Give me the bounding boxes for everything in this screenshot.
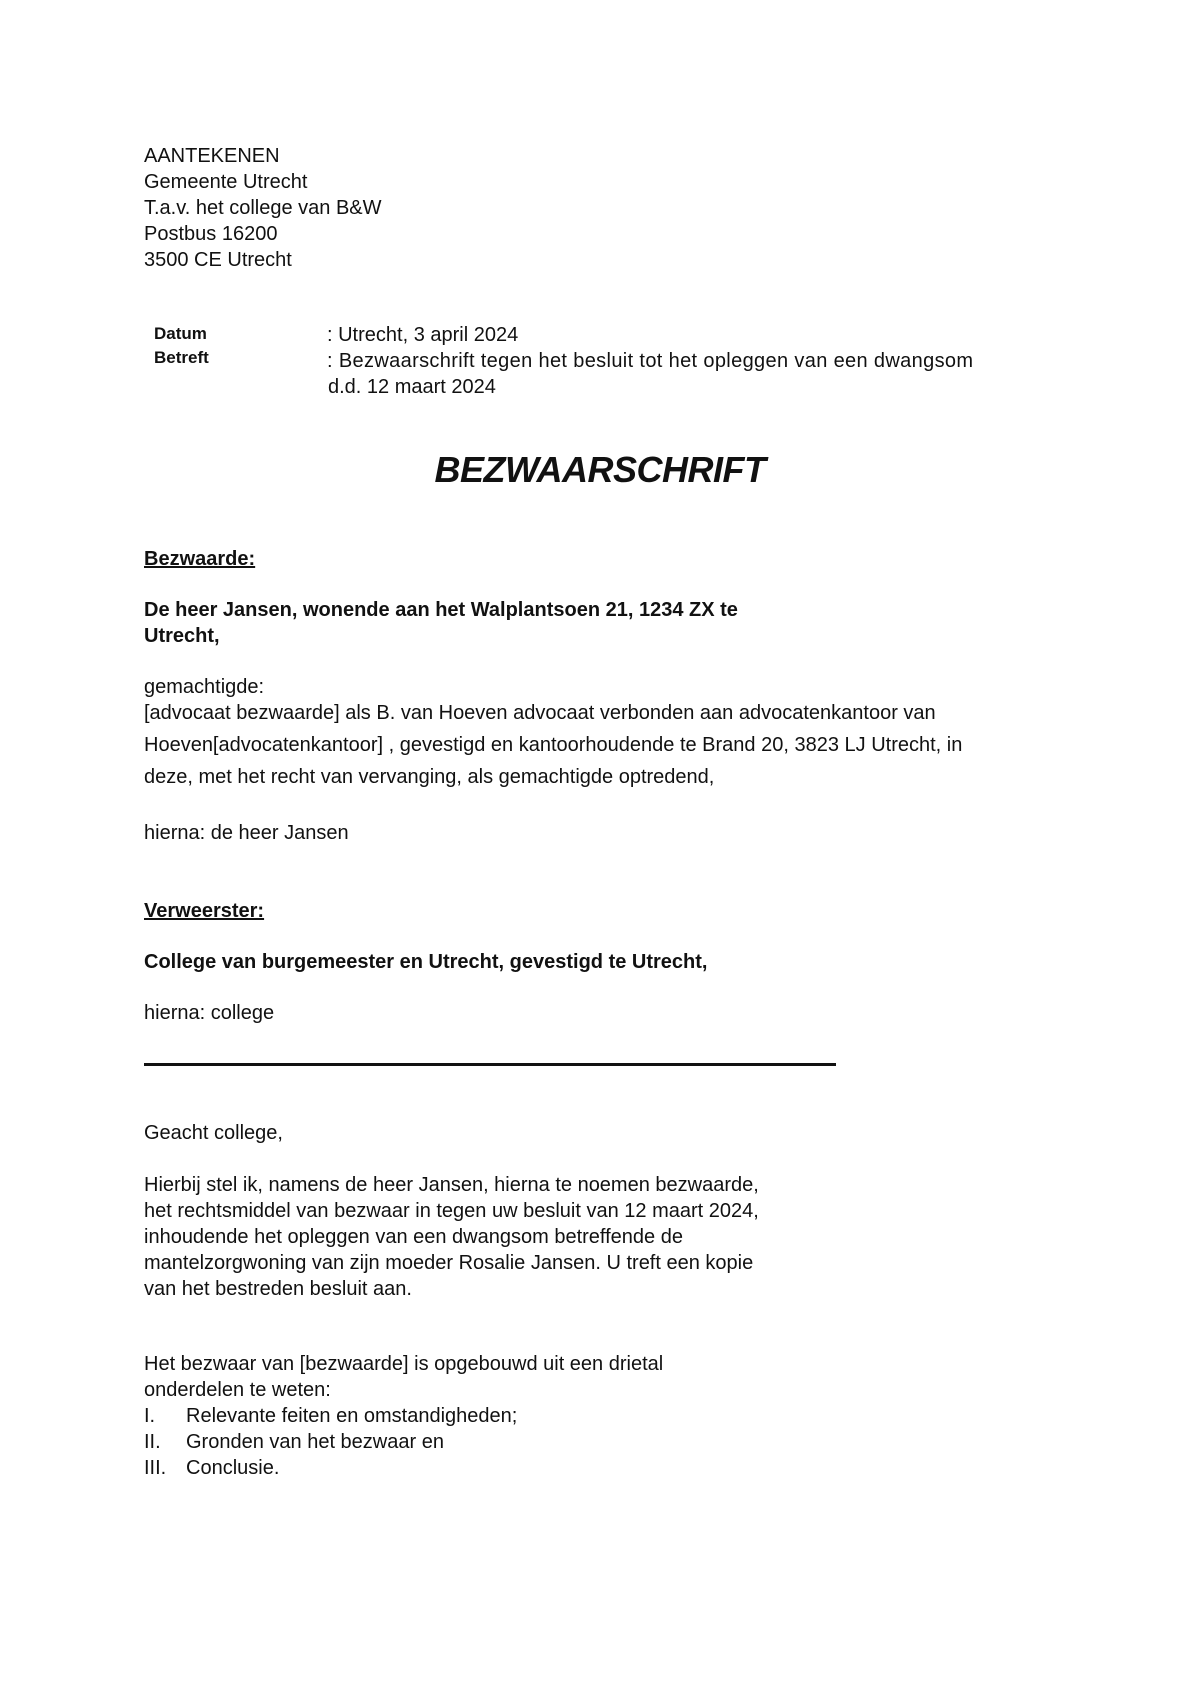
recipient-address bbox=[144, 143, 382, 273]
address-line: AANTEKENEN bbox=[144, 145, 280, 167]
list-number: II. bbox=[144, 1431, 161, 1453]
betreft-value-line1: : Bezwaarschrift tegen het besluit tot het opleggen van een dwangsom bbox=[327, 350, 974, 372]
salutation: Geacht college, bbox=[144, 1122, 283, 1144]
list-text: Conclusie. bbox=[186, 1457, 280, 1479]
gemachtigde-line: [advocaat bezwaarde] als B. van Hoeven advocaat verbonden aan advocatenkantoor van bbox=[144, 702, 936, 724]
paragraph-line: Het bezwaar van [bezwaarde] is opgebouwd uit een drietal bbox=[144, 1353, 664, 1375]
address-line: 3500 CE Utrecht bbox=[144, 249, 292, 271]
list-item bbox=[144, 1429, 517, 1455]
list-item bbox=[144, 1403, 517, 1429]
address-line: Gemeente Utrecht bbox=[144, 171, 308, 193]
bezwaarde-name-line: Utrecht, bbox=[144, 625, 220, 647]
gemachtigde-line: deze, met het recht van vervanging, als gemachtigde optredend, bbox=[144, 766, 715, 788]
betreft-value-line2: d.d. 12 maart 2024 bbox=[328, 376, 496, 398]
datum-value: : Utrecht, 3 april 2024 bbox=[327, 324, 519, 346]
document-title: BEZWAARSCHRIFT bbox=[434, 449, 766, 490]
paragraph-line: inhoudende het opleggen van een dwangsom betreffende de bbox=[144, 1226, 683, 1248]
paragraph-line: onderdelen te weten: bbox=[144, 1379, 331, 1401]
list-number: I. bbox=[144, 1405, 156, 1427]
bezwaarde-name-line: De heer Jansen, wonende aan het Walplantsoen 21, 1234 ZX te bbox=[144, 599, 738, 621]
paragraph-line: van het bestreden besluit aan. bbox=[144, 1278, 412, 1300]
list-text: Relevante feiten en omstandigheden; bbox=[186, 1405, 518, 1427]
address-line: T.a.v. het college van B&W bbox=[144, 197, 382, 219]
list-number: III. bbox=[144, 1457, 167, 1479]
betreft-label: Betreft bbox=[154, 348, 209, 367]
bezwaarde-hierna: hierna: de heer Jansen bbox=[144, 822, 349, 844]
paragraph-line: mantelzorgwoning van zijn moeder Rosalie Jansen. U treft een kopie bbox=[144, 1252, 754, 1274]
gemachtigde-text bbox=[144, 697, 1074, 793]
gemachtigde-line: Hoeven[advocatenkantoor] , gevestigd en kantoorhoudende te Brand 20, 3823 LJ Utrecht, in bbox=[144, 734, 963, 756]
verweerster-heading: Verweerster: bbox=[144, 900, 265, 922]
sections-list bbox=[144, 1403, 517, 1481]
paragraph-line: het rechtsmiddel van bezwaar in tegen uw besluit van 12 maart 2024, bbox=[144, 1200, 759, 1222]
paragraph-line: Hierbij stel ik, namens de heer Jansen, hierna te noemen bezwaarde, bbox=[144, 1174, 759, 1196]
datum-label: Datum bbox=[154, 324, 207, 343]
list-item bbox=[144, 1455, 517, 1481]
bezwaarde-heading: Bezwaarde: bbox=[144, 548, 256, 570]
gemachtigde-label: gemachtigde: bbox=[144, 676, 265, 698]
separator-line bbox=[144, 1063, 836, 1066]
meta-values bbox=[327, 322, 1052, 400]
address-line: Postbus 16200 bbox=[144, 223, 278, 245]
list-text: Gronden van het bezwaar en bbox=[186, 1431, 444, 1453]
structure-paragraph bbox=[144, 1351, 944, 1403]
meta-labels bbox=[154, 322, 209, 370]
verweerster-hierna: hierna: college bbox=[144, 1002, 275, 1024]
intro-paragraph bbox=[144, 1172, 944, 1302]
bezwaarde-name bbox=[144, 597, 944, 649]
verweerster-name: College van burgemeester en Utrecht, gevestigd te Utrecht, bbox=[144, 951, 708, 973]
